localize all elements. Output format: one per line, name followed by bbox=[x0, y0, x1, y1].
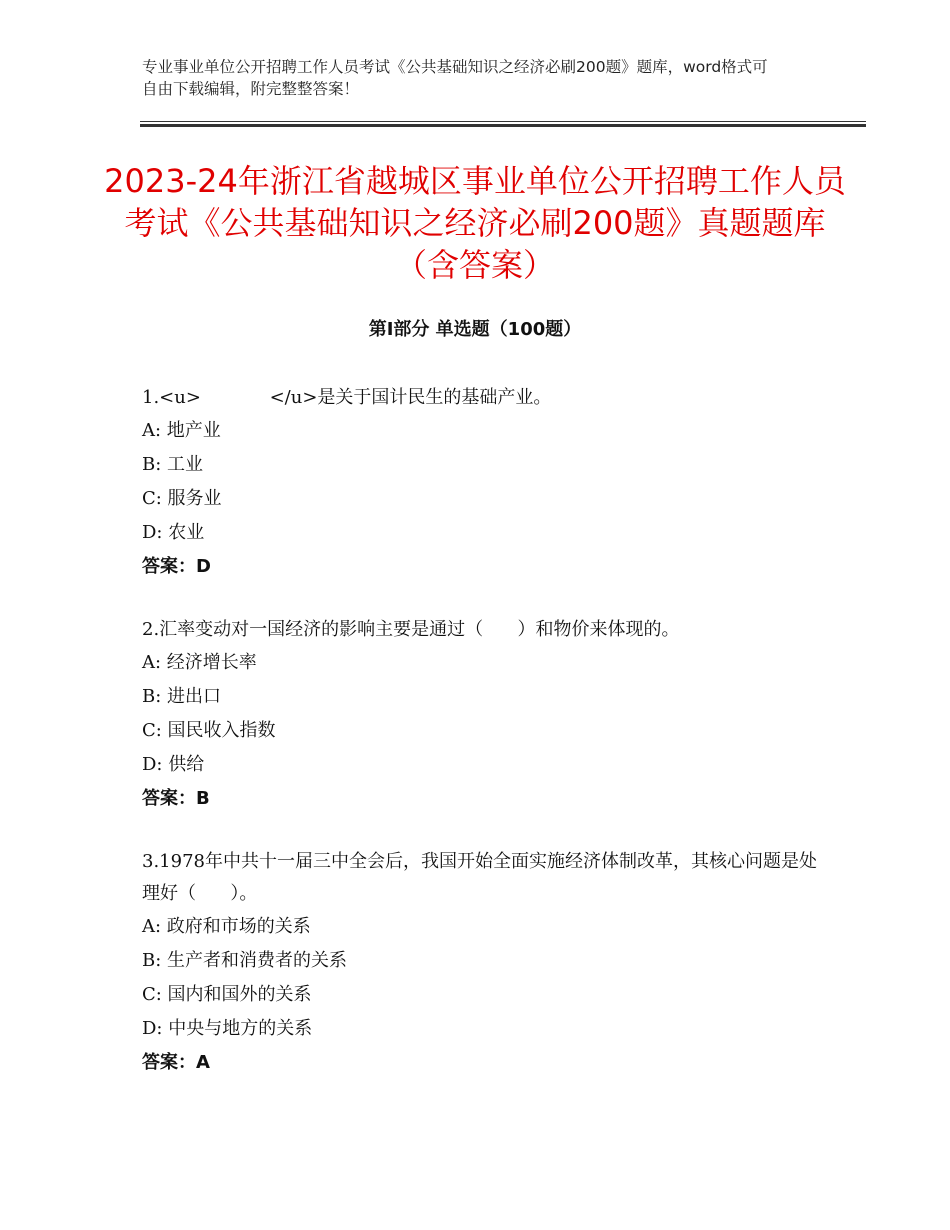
question-2 bbox=[142, 614, 822, 816]
answer: 答案：A bbox=[142, 1052, 210, 1073]
option-d: D: 农业 bbox=[142, 522, 205, 543]
option-c: C: 国民收入指数 bbox=[142, 720, 276, 741]
header-divider bbox=[140, 121, 866, 127]
answer: 答案：D bbox=[142, 556, 211, 577]
document-title: 2023-24年浙江省越城区事业单位公开招聘工作人员考试《公共基础知识之经济必刷200题》真题题库（含答案） bbox=[104, 162, 846, 284]
question-1 bbox=[142, 382, 822, 584]
option-c: C: 国内和国外的关系 bbox=[142, 984, 312, 1005]
question-list bbox=[142, 382, 822, 1110]
section-heading: 第Ⅰ部分 单选题（100题） bbox=[368, 319, 582, 340]
option-a: A: 地产业 bbox=[142, 420, 221, 441]
answer: 答案：B bbox=[142, 788, 210, 809]
option-a: A: 政府和市场的关系 bbox=[142, 916, 311, 937]
question-stem: 1.<u> </u>是关于国计民生的基础产业。 bbox=[142, 387, 552, 408]
question-3 bbox=[142, 846, 822, 1080]
option-a: A: 经济增长率 bbox=[142, 652, 257, 673]
option-d: D: 供给 bbox=[142, 754, 205, 775]
question-stem: 2.汇率变动对一国经济的影响主要是通过（ ）和物价来体现的。 bbox=[142, 619, 680, 640]
option-c: C: 服务业 bbox=[142, 488, 222, 509]
option-d: D: 中央与地方的关系 bbox=[142, 1018, 313, 1039]
header-note: 专业事业单位公开招聘工作人员考试《公共基础知识之经济必刷200题》题库，word格式可自由下载编辑，附完整整答案！ bbox=[142, 58, 768, 98]
option-b: B: 生产者和消费者的关系 bbox=[142, 950, 348, 971]
question-stem: 3.1978年中共十一届三中全会后，我国开始全面实施经济体制改革，其核心问题是处理好（ ）。 bbox=[142, 851, 817, 904]
option-b: B: 进出口 bbox=[142, 686, 222, 707]
option-b: B: 工业 bbox=[142, 454, 204, 475]
